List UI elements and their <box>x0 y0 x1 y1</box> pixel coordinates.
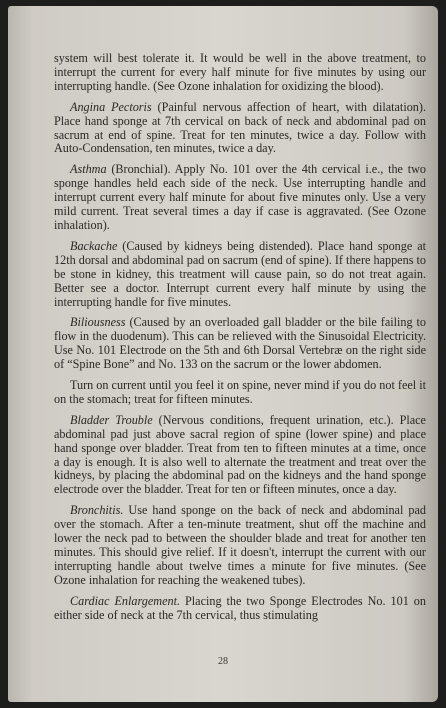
entry-heading: Backache <box>70 238 118 253</box>
page-body-text <box>54 52 426 630</box>
entry-heading: Angina Pectoris <box>70 99 152 114</box>
paragraph-continuation: system will best tolerate it. It would be well in the above treatment, to interrupt the current for every half minute for five minutes by using our interrupting handle. (See Ozone inhalation for oxidizing the blood). <box>54 51 426 93</box>
paragraph-asthma: Asthma (Bronchial). Apply No. 101 over the 4th cervical i.e., the two sponge handles held each side of the neck. Use interrupting handle and interrupt current every half minute for about five minutes only. Use a very mild current. Treat several times a day if case is aggravated. (See Ozone inhalation). <box>54 162 426 232</box>
entry-heading: Bronchitis. <box>70 503 124 518</box>
paragraph-backache: Backache (Caused by kidneys being distended). Place hand sponge at 12th dorsal and abdominal pad on sacrum (end of spine). If there happens to be stone in kidney, this treatment will cause pain, so do not treat again. Better see a doctor. Interrupt current every half minute by using the interrupting handle for five minutes. <box>54 238 426 309</box>
entry-heading: Biliousness <box>70 315 126 330</box>
paragraph-bladder: Bladder Trouble (Nervous conditions, frequent urination, etc.). Place abdominal pad just above sacral region of spine (lower spine) and place hand sponge over bladder. Treat from ten to fifteen minutes at a time, once a day is enough. It is also well to alternate the treatment and treat over the kidneys, by placing the abdominal pad on the kidneys and the hand sponge electrode over the bladder. Treat for ten or fifteen minutes, once a day. <box>54 412 426 497</box>
entry-heading: Asthma <box>70 162 107 177</box>
paragraph-biliousness: Biliousness (Caused by an overloaded gall bladder or the bile failing to flow in the duodenum). This can be relieved with the Sinusoidal Electricity. Use No. 101 Electrode on the 5th and 6th Dorsal Vertebræ on the right side of “Spine Bone” and No. 133 on the sacrum or the lower abdomen. <box>54 315 426 372</box>
book-page <box>8 6 438 702</box>
paragraph-turn-on-current: Turn on current until you feel it on spine, never mind if you do not feel it on the stomach; treat for fifteen minutes. <box>54 378 426 406</box>
entry-heading: Cardiac Enlargement. <box>70 593 181 608</box>
entry-heading: Bladder Trouble <box>70 412 153 427</box>
paragraph-cardiac: Cardiac Enlargement. Placing the two Sponge Electrodes No. 101 on either side of neck at the 7th cervical, thus stimulating <box>54 593 426 622</box>
paragraph-angina: Angina Pectoris (Painful nervous affection of heart, with dilatation). Place hand sponge at 7th cervical on back of neck and abdominal pad on sacrum at end of spine. Treat for ten minutes, twice a day. Follow with Auto-Condensation, ten minutes, twice a day. <box>54 99 426 156</box>
page-number: 28 <box>218 656 228 667</box>
paragraph-bronchitis: Bronchitis. Use hand sponge on the back of neck and abdominal pad over the stomach. After a ten-minute treatment, shut off the machine and lower the neck pad to between the shoulder blade and treat for another ten minutes. This should give relief. If it doesn't, interrupt the current with our interrupting handle about twelve times a minute for five minutes. (See Ozone inhalation for reaching the weakened tubes). <box>54 503 426 587</box>
